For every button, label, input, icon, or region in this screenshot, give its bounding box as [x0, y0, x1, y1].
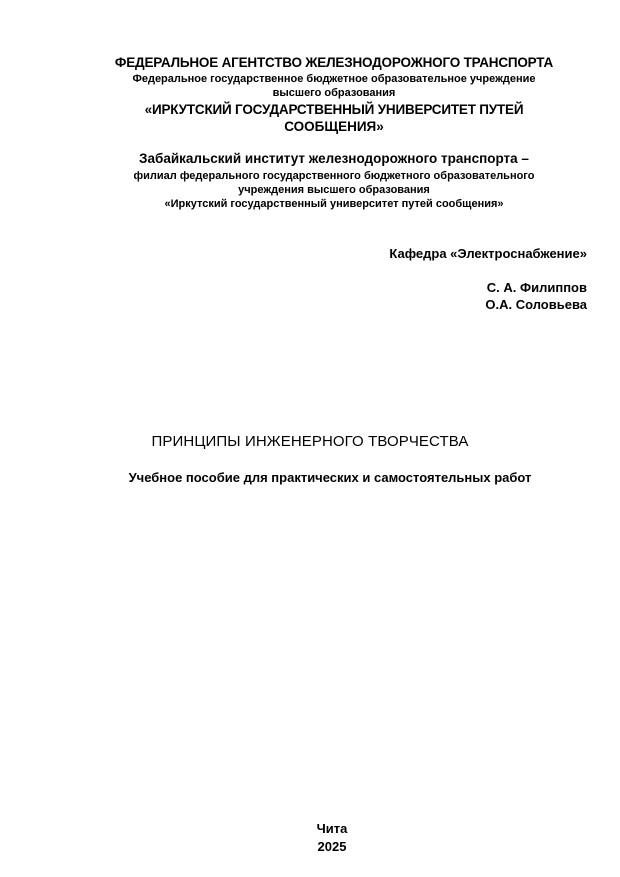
author-name: О.А. Соловьева [485, 297, 587, 312]
institution-type-line-2: высшего образования [272, 87, 396, 99]
department-name: Кафедра «Электроснабжение» [389, 246, 587, 261]
document-title: ПРИНЦИПЫ ИНЖЕНЕРНОГО ТВОРЧЕСТВА [151, 433, 469, 450]
university-name-line-2: СООБЩЕНИЯ» [284, 119, 384, 134]
branch-description-line-3: «Иркутский государственный университет путей сообщения» [164, 198, 504, 210]
agency-name: ФЕДЕРАЛЬНОЕ АГЕНТСТВО ЖЕЛЕЗНОДОРОЖНОГО ТРАНСПОРТА [114, 55, 554, 70]
institution-type-line-1: Федеральное государственное бюджетное образовательное учреждение [132, 73, 536, 85]
publication-year: 2025 [317, 839, 347, 854]
branch-description-line-2: учреждения высшего образования [238, 184, 430, 196]
document-subtitle: Учебное пособие для практических и самостоятельных работ [128, 470, 532, 485]
branch-description-line-1: филиал федерального государственного бюджетного образовательного [133, 170, 535, 182]
university-name-line-1: «ИРКУТСКИЙ ГОСУДАРСТВЕННЫЙ УНИВЕРСИТЕТ ПУТЕЙ [144, 102, 524, 117]
author-name: С. А. Филиппов [486, 280, 587, 295]
publication-city: Чита [316, 821, 348, 836]
branch-institute-name: Забайкальский институт железнодорожного транспорта – [139, 151, 529, 166]
